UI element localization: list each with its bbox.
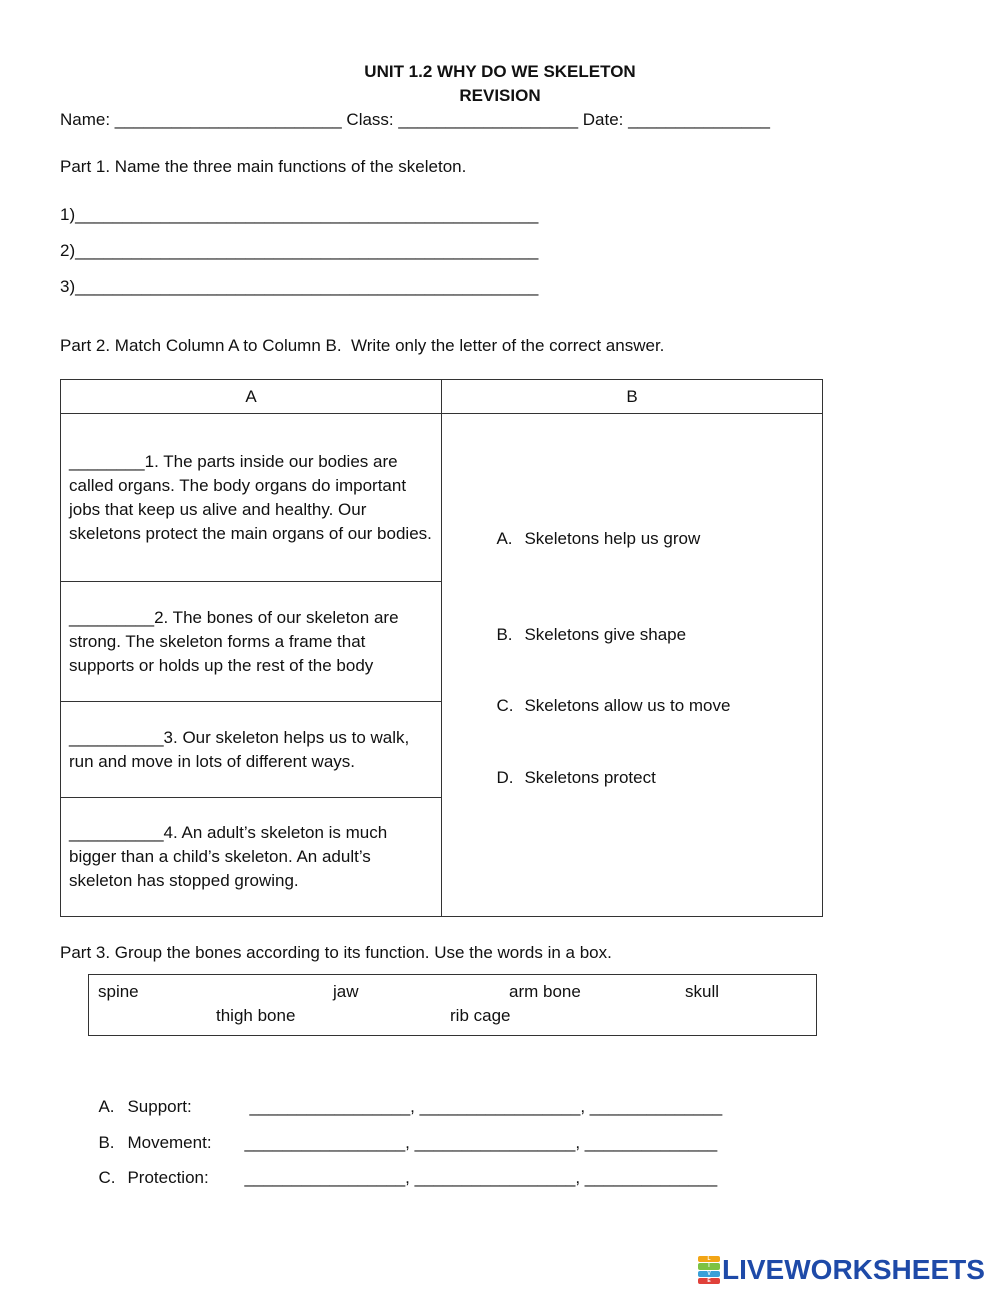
logo-block-e: E: [698, 1278, 720, 1284]
option-a-letter: A.: [496, 529, 513, 548]
option-b: [487, 605, 686, 645]
column-b-header: B: [442, 380, 823, 414]
student-info-line[interactable]: Name: ________________________ Class: ___________________ Date: _______________: [60, 110, 770, 129]
part1-answer-line-3[interactable]: 3)_________________________________________________: [60, 277, 539, 296]
option-a: [487, 509, 700, 549]
word-thigh-bone: thigh bone: [216, 1006, 296, 1025]
part1-heading: Part 1. Name the three main functions of the skeleton.: [60, 157, 467, 176]
option-b-letter: B.: [496, 625, 513, 644]
word-skull: skull: [685, 982, 720, 1001]
group-movement-blanks[interactable]: _________________, _________________, ______________: [244, 1133, 718, 1152]
logo-block-l: L: [698, 1256, 720, 1262]
liveworksheets-wordmark: LIVEWORKSHEETS: [722, 1254, 985, 1285]
match-item-4[interactable]: __________4. An adult’s skeleton is much bigger than a child’s skeleton. An adult’s skeleton has stopped growing.: [61, 798, 442, 917]
option-b-text: Skeletons give shape: [524, 625, 687, 644]
liveworksheets-icon: [698, 1256, 720, 1284]
group-movement-letter: B.: [98, 1133, 115, 1152]
worksheet-subtitle: REVISION: [459, 86, 541, 105]
group-protection-letter: C.: [98, 1168, 116, 1187]
group-protection: [89, 1145, 717, 1189]
option-c: [487, 676, 730, 716]
part1-answer-line-1[interactable]: 1)_________________________________________________: [60, 205, 539, 224]
group-protection-blanks[interactable]: _________________, _________________, ______________: [244, 1168, 718, 1187]
group-support-letter: A.: [98, 1097, 115, 1116]
option-d-letter: D.: [496, 768, 514, 787]
option-d-text: Skeletons protect: [524, 768, 656, 787]
group-protection-label: Protection:: [127, 1168, 209, 1187]
word-jaw: jaw: [333, 982, 359, 1001]
part1-answer-line-2[interactable]: 2)_________________________________________________: [60, 241, 539, 260]
part2-heading: Part 2. Match Column A to Column B. Write only the letter of the correct answer.: [60, 336, 665, 355]
match-item-3[interactable]: __________3. Our skeleton helps us to walk, run and move in lots of different ways.: [61, 702, 442, 798]
match-item-2[interactable]: _________2. The bones of our skeleton are strong. The skeleton forms a frame that supports or holds up the rest of the body: [61, 582, 442, 702]
option-c-text: Skeletons allow us to move: [524, 696, 731, 715]
word-box: [88, 974, 817, 1036]
logo-block-v: V: [698, 1271, 720, 1277]
group-support-blanks[interactable]: _________________, _________________, ______________: [249, 1097, 723, 1116]
part3-heading: Part 3. Group the bones according to its function. Use the words in a box.: [60, 943, 612, 962]
group-movement-label: Movement:: [127, 1133, 212, 1152]
option-c-letter: C.: [496, 696, 514, 715]
group-support-label: Support:: [127, 1097, 192, 1116]
matching-table: [60, 379, 823, 917]
word-rib-cage: rib cage: [450, 1006, 511, 1025]
option-a-text: Skeletons help us grow: [524, 529, 701, 548]
worksheet-title: UNIT 1.2 WHY DO WE SKELETON: [364, 62, 636, 81]
word-arm-bone: arm bone: [509, 982, 581, 1001]
match-item-1[interactable]: ________1. The parts inside our bodies are called organs. The body organs do important jobs that keep us alive and healthy. Our skeletons protect the main organs of our bodies.: [61, 414, 442, 582]
option-d: [487, 748, 656, 788]
column-a-header: A: [61, 380, 442, 414]
logo-block-i: I: [698, 1263, 720, 1269]
word-spine: spine: [98, 982, 139, 1001]
liveworksheets-logo[interactable]: [698, 1254, 985, 1286]
column-b-options: [442, 414, 823, 917]
